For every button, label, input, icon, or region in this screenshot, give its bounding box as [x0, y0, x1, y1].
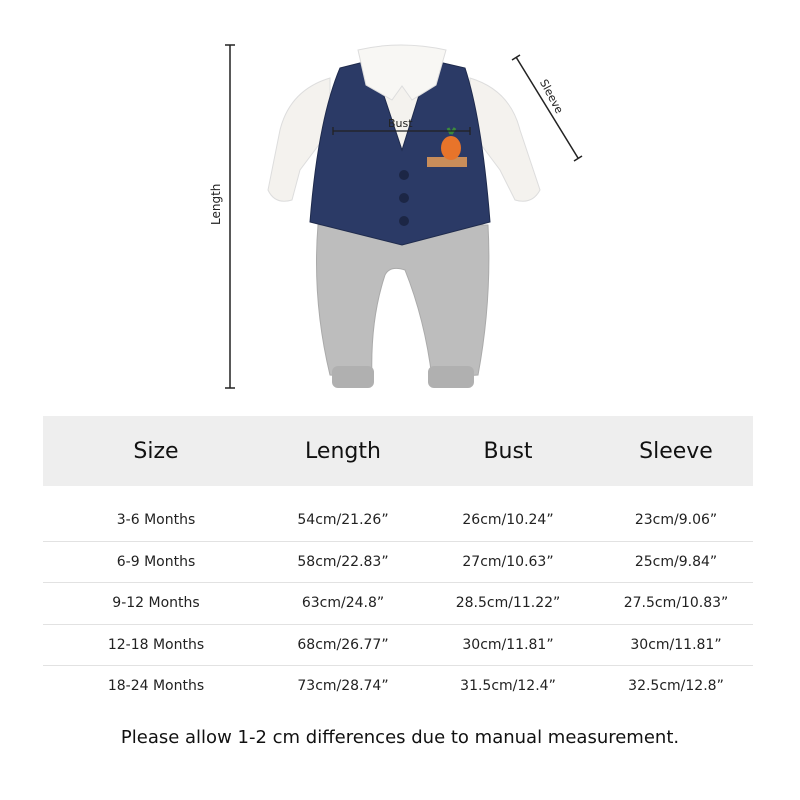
bust-label: Bust — [388, 117, 413, 130]
cell-sleeve: 32.5cm/12.8” — [628, 678, 724, 695]
table-row — [43, 583, 753, 625]
table-row — [43, 625, 753, 667]
cell-bust: 30cm/11.81” — [462, 636, 554, 653]
measurement-note: Please allow 1-2 cm differences due to manual measurement. — [120, 727, 680, 748]
cell-bust: 31.5cm/12.4” — [460, 678, 556, 695]
cell-size: 9-12 Months — [112, 595, 200, 612]
table-row — [43, 666, 753, 707]
cell-bust: 26cm/10.24” — [462, 512, 554, 529]
cell-size: 3-6 Months — [116, 512, 196, 529]
cell-sleeve: 30cm/11.81” — [630, 636, 722, 653]
cell-sleeve: 27.5cm/10.83” — [623, 595, 729, 612]
cell-length: 54cm/21.26” — [297, 512, 389, 529]
cell-sleeve: 23cm/9.06” — [634, 512, 718, 529]
header-bust: Bust — [483, 438, 533, 464]
table-row — [43, 542, 753, 584]
cell-bust: 28.5cm/11.22” — [455, 595, 561, 612]
header-sleeve: Sleeve — [639, 438, 713, 464]
cell-sleeve: 25cm/9.84” — [634, 553, 718, 570]
pants — [317, 225, 489, 378]
cell-length: 68cm/26.77” — [297, 636, 389, 653]
cell-size: 18-24 Months — [107, 678, 205, 695]
table-row — [43, 500, 753, 542]
header-length: Length — [305, 438, 381, 464]
cell-size: 6-9 Months — [116, 553, 196, 570]
table-body — [43, 500, 753, 707]
cell-length: 73cm/28.74” — [297, 678, 389, 695]
size-chart-table — [43, 416, 753, 707]
cell-bust: 27cm/10.63” — [462, 553, 554, 570]
cell-length: 58cm/22.83” — [297, 553, 389, 570]
cell-length: 63cm/24.8” — [301, 595, 385, 612]
length-label: Length — [209, 183, 223, 225]
cell-size: 12-18 Months — [107, 636, 205, 653]
header-size: Size — [133, 438, 179, 464]
sleeve-label: Sleeve — [537, 77, 566, 116]
table-header — [43, 416, 753, 486]
length-measure-line — [225, 45, 235, 388]
